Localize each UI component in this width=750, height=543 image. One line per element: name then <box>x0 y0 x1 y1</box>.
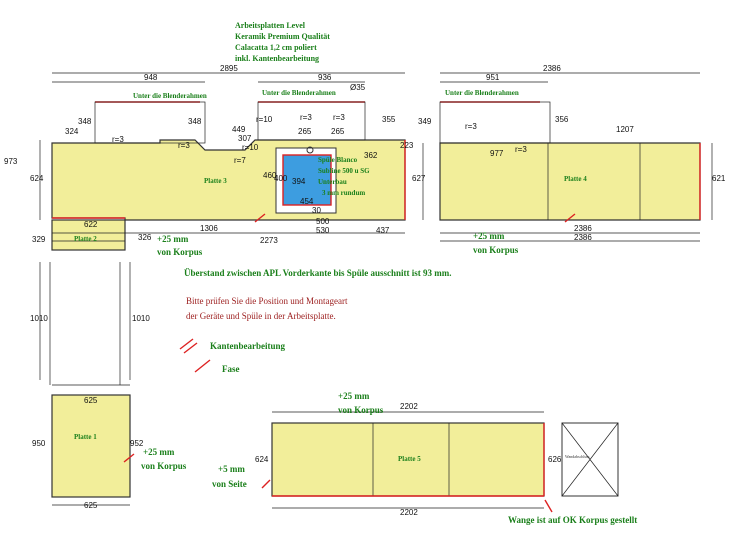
dim-973: 973 <box>4 157 18 166</box>
dim-362: 362 <box>364 151 378 160</box>
sink-text-2: Subline 500 u SG <box>318 167 370 175</box>
dim-460: 460 <box>263 171 277 180</box>
dim-624b: 624 <box>255 455 269 464</box>
dim-437: 437 <box>376 226 390 235</box>
dim-324: 324 <box>65 127 79 136</box>
dim-952: 952 <box>130 439 144 448</box>
dim-625a: 625 <box>84 396 98 405</box>
dim-624a: 624 <box>30 174 44 183</box>
dim-265a: 265 <box>298 127 312 136</box>
korpus-b-2: von Korpus <box>473 245 519 255</box>
dim-948: 948 <box>144 73 158 82</box>
seite-1: +5 mm <box>218 464 245 474</box>
dim-2895: 2895 <box>220 64 238 73</box>
dim-454: 454 <box>300 197 314 206</box>
uberstand-note: Überstand zwischen APL Vorderkante bis Spüle ausschnitt ist 93 mm. <box>184 268 452 278</box>
bitte-note-2: der Geräte und Spüle in der Arbeitsplatte. <box>186 311 336 321</box>
dim-348a: 348 <box>78 117 92 126</box>
r3c: r=3 <box>300 113 312 122</box>
dim-621: 621 <box>712 174 726 183</box>
r3d: r=3 <box>333 113 345 122</box>
dim-951: 951 <box>486 73 500 82</box>
legend-kante: Kantenbearbeitung <box>210 341 286 351</box>
dim-348b: 348 <box>188 117 202 126</box>
korpus-c-1: +25 mm <box>143 447 175 457</box>
korpus-d-2: von Korpus <box>338 405 384 415</box>
seite-2: von Seite <box>212 479 247 489</box>
platte-1-label: Platte 1 <box>74 433 97 441</box>
dim-977: 977 <box>490 149 504 158</box>
dim-326: 326 <box>138 233 152 242</box>
dim-936: 936 <box>318 73 332 82</box>
sink-text-1: Spüle Blanco <box>318 156 358 164</box>
platte-4-label: Platte 4 <box>564 175 587 183</box>
dim-356: 356 <box>555 115 569 124</box>
korpus-a-1: +25 mm <box>157 234 189 244</box>
dim-622: 622 <box>84 220 98 229</box>
dim-449: 449 <box>232 125 246 134</box>
dim-2202b: 2202 <box>400 508 418 517</box>
dim-35: Ø35 <box>350 83 366 92</box>
r3e: r=3 <box>465 122 477 131</box>
dim-400: 400 <box>274 174 288 183</box>
legend-fase: Fase <box>222 364 240 374</box>
header-line-2: Keramik Premium Qualität <box>235 32 330 41</box>
dim-307: 307 <box>238 134 252 143</box>
korpus-d-1: +25 mm <box>338 391 370 401</box>
dim-625b: 625 <box>84 501 98 510</box>
platte-5-label: Platte 5 <box>398 455 421 463</box>
sink-text-3: Unterbau <box>318 178 347 186</box>
header-line-4: inkl. Kantenbearbeitung <box>235 54 320 63</box>
dim-355: 355 <box>382 115 396 124</box>
dim-2386c: 2386 <box>574 233 592 242</box>
r3b: r=3 <box>178 141 190 150</box>
dim-2273: 2273 <box>260 236 278 245</box>
sink-text-4: 3 mm rundum <box>322 189 366 197</box>
dim-1207: 1207 <box>616 125 634 134</box>
r10b: r=10 <box>242 143 259 152</box>
wange-note: Wange ist auf OK Korpus gestellt <box>508 515 638 525</box>
bitte-note-1: Bitte prüfen Sie die Position und Montageart <box>186 296 348 306</box>
dim-627: 627 <box>412 174 426 183</box>
dim-500: 500 <box>316 217 330 226</box>
platte-2-label: Platte 2 <box>74 235 97 243</box>
korpus-c-2: von Korpus <box>141 461 187 471</box>
r3a: r=3 <box>112 135 124 144</box>
dim-394: 394 <box>292 177 306 186</box>
header-line-1: Arbeitsplatten Level <box>235 21 305 30</box>
dim-626: 626 <box>548 455 562 464</box>
platte-1-slab <box>52 395 130 497</box>
platte-3-slab <box>52 140 405 220</box>
dim-2386b: 2386 <box>574 224 592 233</box>
korpus-a-2: von Korpus <box>157 247 203 257</box>
dim-1010b: 1010 <box>132 314 150 323</box>
korpus-b-1: +25 mm <box>473 231 505 241</box>
dim-30: 30 <box>312 206 321 215</box>
dim-530: 530 <box>316 226 330 235</box>
unter-label-3: Unter die Blenderahmen <box>445 89 519 97</box>
dim-950: 950 <box>32 439 46 448</box>
unter-label-1: Unter die Blenderahmen <box>133 92 207 100</box>
header-line-3: Calacatta 1,2 cm poliert <box>235 43 317 52</box>
r3f: r=3 <box>515 145 527 154</box>
r7: r=7 <box>234 156 246 165</box>
wall-label: Wandabschluss <box>565 454 590 459</box>
dim-2386-top: 2386 <box>543 64 561 73</box>
dim-349: 349 <box>418 117 432 126</box>
r10a: r=10 <box>256 115 273 124</box>
unter-label-2: Unter die Blenderahmen <box>262 89 336 97</box>
dim-2202a: 2202 <box>400 402 418 411</box>
platte-3-label: Platte 3 <box>204 177 227 185</box>
dim-265b: 265 <box>331 127 345 136</box>
dim-1010a: 1010 <box>30 314 48 323</box>
dim-329: 329 <box>32 235 46 244</box>
dim-223: 223 <box>400 141 414 150</box>
dim-1306: 1306 <box>200 224 218 233</box>
